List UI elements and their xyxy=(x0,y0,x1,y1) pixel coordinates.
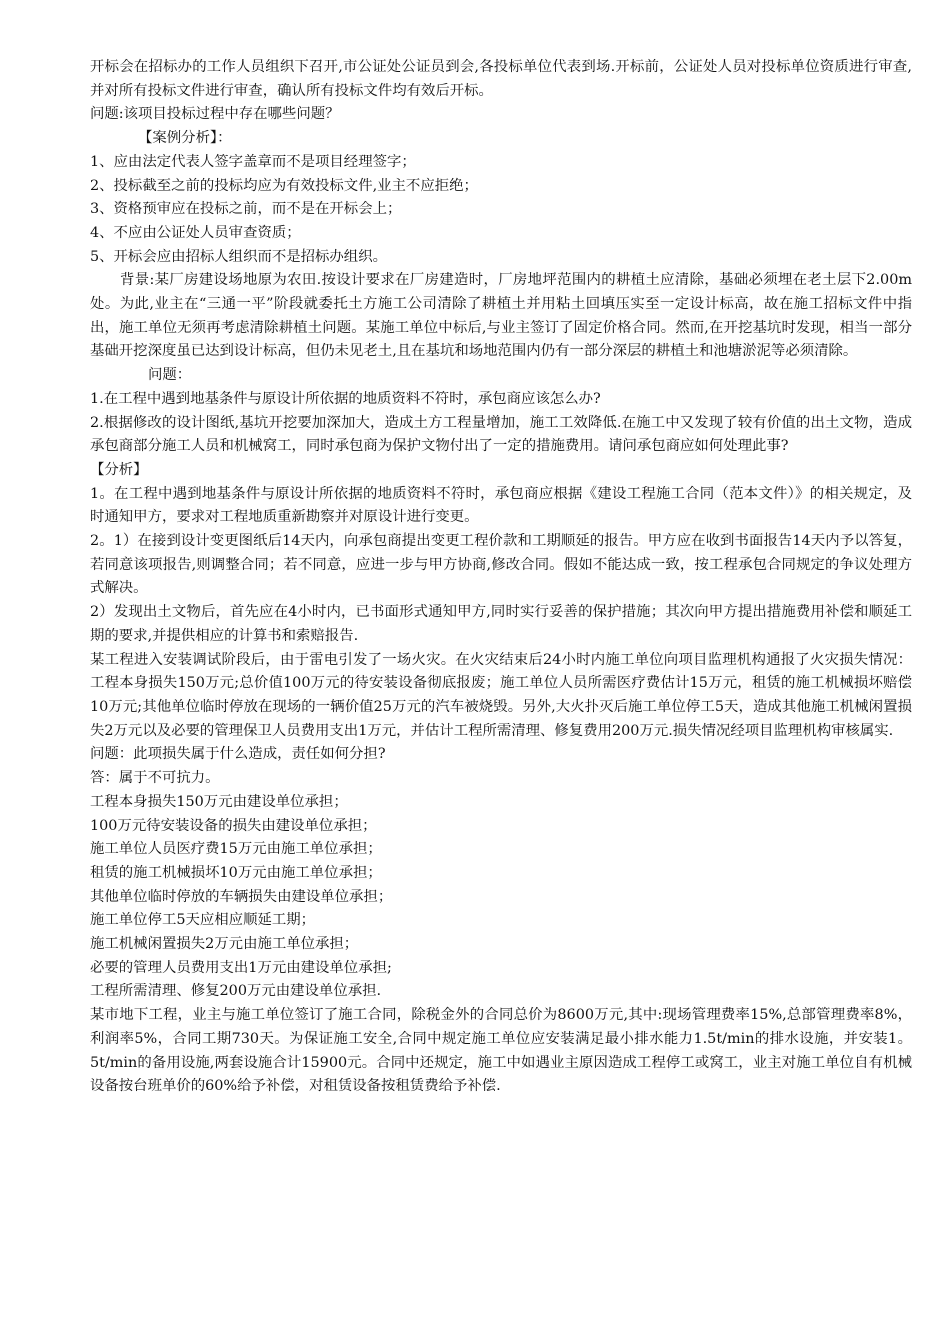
answer-item-5: 5、开标会应由招标人组织而不是招标办组织。 xyxy=(90,248,387,265)
loss-item-medical: 施工单位人员医疗费15万元由施工单位承担； xyxy=(90,841,382,858)
analysis-item-1: 1。在工程中遇到地基条件与原设计所依据的地质资料不符时，承包商应根据《建设工程施工合同（范本文件）》的相关规定，及时通知甲方，要求对工程地质重新勘察并对原设计进行变更。 xyxy=(90,485,912,526)
answer-item-4: 4、不应由公证处人员审查资质； xyxy=(90,224,301,241)
loss-item-management-cost: 必要的管理人员费用支出1万元由建设单位承担; xyxy=(90,959,392,976)
answer-item-1: 1、应由法定代表人签字盖章而不是项目经理签字； xyxy=(90,153,416,170)
loss-item-cleanup: 工程所需清理、修复200万元由建设单位承担. xyxy=(90,983,382,1000)
document-page xyxy=(90,56,912,1099)
heading-questions: 问题： xyxy=(148,367,192,384)
question-loss-responsibility: 问题：此项损失属于什么造成，责任如何分担? xyxy=(90,746,386,763)
answer-item-2: 2、投标截至之前的投标均应为有效投标文件,业主不应拒绝； xyxy=(90,177,478,194)
loss-item-vehicle: 其他单位临时停放的车辆损失由建设单位承担； xyxy=(90,888,393,905)
analysis-item-2-2: 2）发现出土文物后，首先应在4小时内，已书面形式通知甲方,同时实行妥善的保护措施；其次向甲方提出措施费用补偿和顺延工期的要求,并提供相应的计算书和索赔报告. xyxy=(90,604,912,644)
heading-case-analysis: 【案例分析】： xyxy=(138,130,232,147)
question-2: 2.根据修改的设计图纸,基坑开挖要加深加大，造成土方工程量增加，施工工效降低.在施工中又发现了较有价值的出土文物，造成承包商部分施工人员和机械窝工，同时承包商为保护文物付出了一定的措施费用。请问承包商应如何处理此事? xyxy=(90,414,912,455)
loss-item-equipment: 100万元待安装设备的损失由建设单位承担； xyxy=(90,817,377,834)
heading-analysis: 【分析】 xyxy=(90,461,148,478)
loss-item-leased-machinery: 租赁的施工机械损坏10万元由施工单位承担； xyxy=(90,864,382,881)
loss-item-idle-machinery: 施工机械闲置损失2万元由施工单位承担； xyxy=(90,936,359,953)
loss-item-project-body: 工程本身损失150万元由建设单位承担； xyxy=(90,793,348,810)
answer-force-majeure: 答：属于不可抗力。 xyxy=(90,770,220,787)
loss-item-work-stoppage: 施工单位停工5天应相应顺延工期； xyxy=(90,912,316,929)
answer-item-3: 3、资格预审应在投标之前，而不是在开标会上； xyxy=(90,201,402,218)
analysis-item-2-1: 2。1）在接到设计变更图纸后14天内，向承包商提出变更工程价款和工期顺延的报告。甲方应在收到书面报告14天内予以答复，若同意该项报告,则调整合同；若不同意，应进一步与甲方协商,修改合同。假如不能达成一致，按工程承包合同规定的争议处理方式解决。 xyxy=(90,533,912,597)
paragraph-opening-meeting: 开标会在招标办的工作人员组织下召开,市公证处公证员到会,各投标单位代表到场.开标前，公证处人员对投标单位资质进行审查,并对所有投标文件进行审查，确认所有投标文件均有效后开标。 xyxy=(90,59,912,99)
paragraph-underground-project: 某市地下工程，业主与施工单位签订了施工合同，除税金外的合同总价为8600万元,其中:现场管理费率15%,总部管理费率8%，利润率5%，合同工期730天。为保证施工安全,合同中规定施工单位应安装满足最小排水能力1.5t/min的排水设施，并安装1。5t/min的备用设施,两套设施合计15900元。合同中还规定，施工中如遇业主原因造成工程停工或窝工，业主对施工单位自有机械设备按台班单价的60%给予补偿，对租赁设备按租赁费给予补偿. xyxy=(90,1007,912,1095)
paragraph-fire-case: 某工程进入安装调试阶段后，由于雷电引发了一场火灾。在火灾结束后24小时内施工单位向项目监理机构通报了火灾损失情况：工程本身损失150万元;总价值100万元的待安装设备彻底报废；施工单位人员所需医疗费估计15万元，租赁的施工机械损坏赔偿10万元;其他单位临时停放在现场的一辆价值25万元的汽车被烧毁。另外,大火扑灭后施工单位停工5天，造成其他施工机械闲置损失2万元以及必要的管理保卫人员费用支出1万元，并估计工程所需清理、修复费用200万元.损失情况经项目监理机构审核属实. xyxy=(90,651,912,739)
paragraph-background-plant: 背景:某厂房建设场地原为农田.按设计要求在厂房建造时，厂房地坪范围内的耕植土应清除，基础必须埋在老土层下2.00m处。为此,业主在“三通一平”阶段就委托土方施工公司清除了耕植土并用粘土回填压实至一定设计标高，故在施工招标文件中指出，施工单位无须再考虑清除耕植土问题。某施工单位中标后,与业主签订了固定价格合同。然而,在开挖基坑时发现，相当一部分基础开挖深度虽已达到设计标高，但仍未见老土,且在基坑和场地范围内仍有一部分深层的耕植土和池塘淤泥等必须清除。 xyxy=(90,272,912,360)
question-bidding-issues: 问题:该项目投标过程中存在哪些问题？ xyxy=(90,106,340,123)
question-1: 1.在工程中遇到地基条件与原设计所依据的地质资料不符时，承包商应该怎么办? xyxy=(90,390,601,407)
